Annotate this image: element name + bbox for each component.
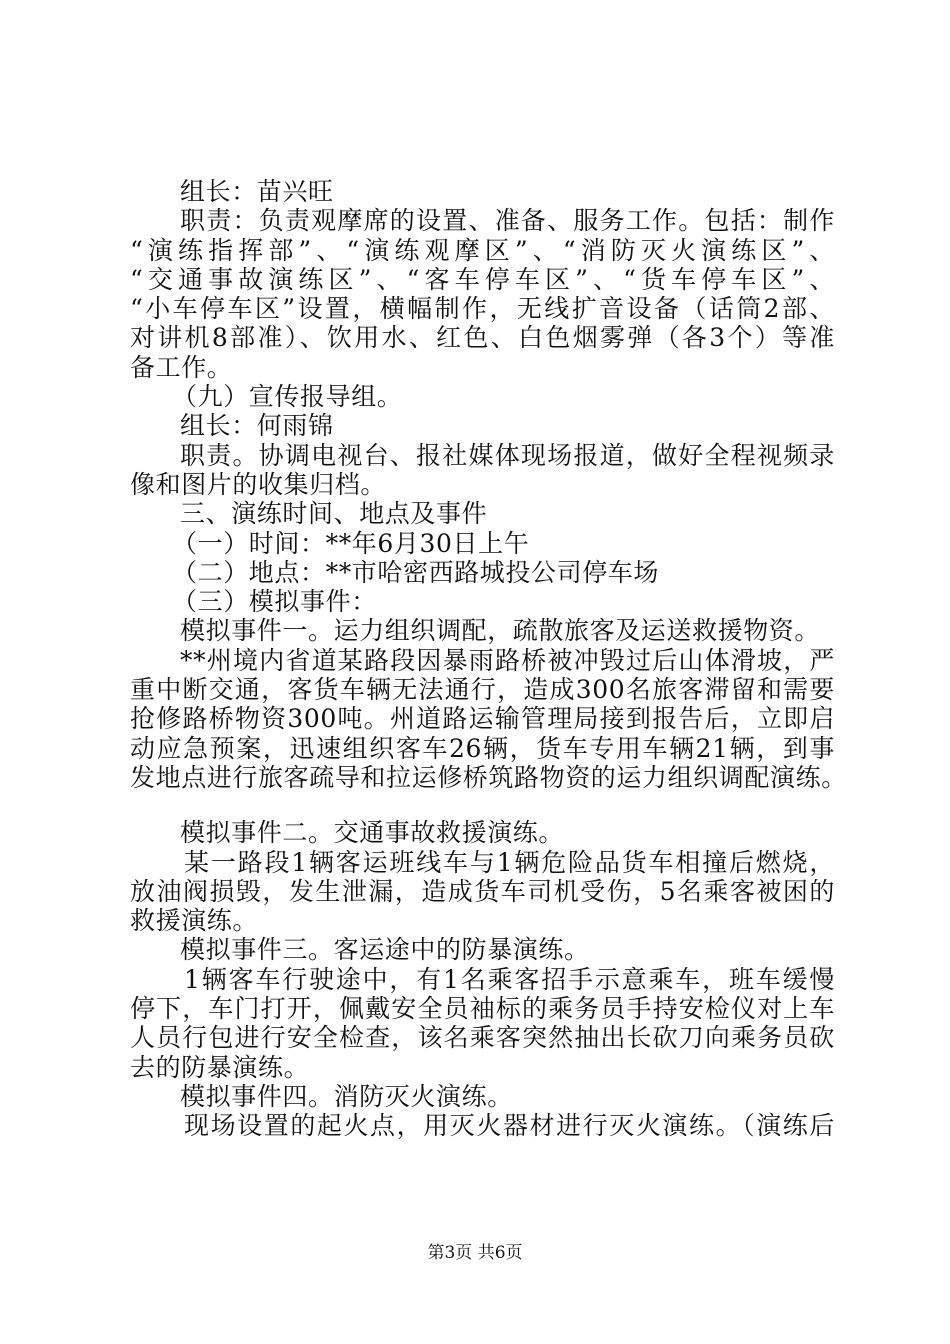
text-line: 模拟事件一。运力组织调配，疏散旅客及运送救援物资。 <box>180 616 821 646</box>
text-line: 救援演练。 <box>130 906 259 936</box>
text-line: 现场设置的起火点，用灭火器材进行灭火演练。（演练后 <box>184 1111 835 1141</box>
text-line: 备工作。 <box>130 352 233 382</box>
text-line: 1辆客车行驶途中，有1名乘客招手示意乘车，班车缓慢 <box>184 964 835 994</box>
text-line: 人员行包进行安全检查，该名乘客突然抽出长砍刀向乘务员砍 <box>130 1023 835 1053</box>
text-line: 对讲机8部准）、饮用水、红色、白色烟雾弹（各3个）等准 <box>130 323 835 353</box>
text-line: 发地点进行旅客疏导和拉运修桥筑路物资的运力组织调配演练。 <box>130 762 847 792</box>
text-line: 模拟事件四。消防灭火演练。 <box>180 1081 513 1111</box>
text-line: （一）时间：**年6月30日上午 <box>172 528 530 558</box>
text-line: 组长：何雨锦 <box>180 411 334 441</box>
text-line: 模拟事件二。交通事故救援演练。 <box>180 818 565 848</box>
text-line: **州境内省道某路段因暴雨路桥被冲毁过后山体滑坡，严 <box>180 645 835 675</box>
document-body <box>130 177 847 1141</box>
text-line: 重中断交通，客货车辆无法通行，造成300名旅客滞留和需要 <box>130 675 835 705</box>
text-line: 去的防暴演练。 <box>130 1052 310 1082</box>
text-line: （三）模拟事件： <box>172 587 377 617</box>
text-line: 像和图片的收集归档。 <box>130 469 387 499</box>
section-heading: 三、演练时间、地点及事件 <box>180 499 488 529</box>
text-line: （二）地点：**市哈密西路城投公司停车场 <box>172 557 660 587</box>
text-line: 某一路段1辆客运班线车与1辆危险品货车相撞后燃烧， <box>184 847 835 877</box>
text-line: “小车停车区”设置，横幅制作，无线扩音设备（话筒2部、 <box>130 294 835 324</box>
text-line: 职责。协调电视台、报社媒体现场报道，做好全程视频录 <box>180 440 835 470</box>
text-line: 放油阀损毁，发生泄漏，造成货车司机受伤，5名乘客被困的 <box>130 876 835 906</box>
section-heading: （九）宣传报导组。 <box>172 382 403 412</box>
text-line: 模拟事件三。客运途中的防暴演练。 <box>180 935 590 965</box>
text-line: “交通事故演练区”、“客车停车区”、“货车停车区”、 <box>130 264 835 294</box>
text-line: 停下，车门打开，佩戴安全员袖标的乘务员手持安检仪对上车 <box>130 994 835 1024</box>
text-line: 动应急预案，迅速组织客车26辆，货车专用车辆21辆，到事 <box>130 733 835 763</box>
page-number-footer: 第3页 共6页 <box>427 1243 523 1263</box>
text-line: 组长：苗兴旺 <box>180 177 334 206</box>
paragraph-gap <box>130 792 835 818</box>
text-line: 职责：负责观摩席的设置、准备、服务工作。包括：制作 <box>180 206 835 236</box>
text-line: “演练指挥部”、“演练观摩区”、“消防灭火演练区”、 <box>130 235 835 265</box>
text-line: 抢修路桥物资300吨。州道路运输管理局接到报告后，立即启 <box>130 704 835 734</box>
